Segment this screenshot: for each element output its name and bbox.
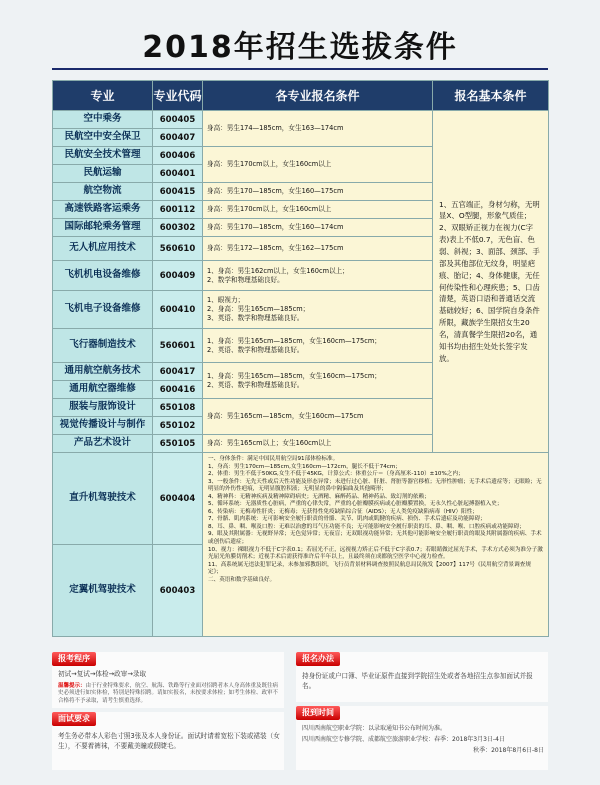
requirement-line: 身高：男生170cm以上，女生160cm以上 xyxy=(207,205,332,214)
major-name: 飞机机电设备维修 xyxy=(53,261,153,291)
requirement-line: 2、英语、数学和物理基础良好。 xyxy=(207,345,304,354)
major-name: 直升机驾驶技术 xyxy=(53,453,153,545)
pilot-requirement-line: 8、耳、鼻、咽、喉及口腔：无难以治愈的耳气压功能不良；无可能影响安全履行职责的耳、鼻、咽、喉、口腔疾病或功能障碍； xyxy=(208,523,525,530)
major-code: 600406 xyxy=(153,147,203,165)
major-name: 服装与服饰设计 xyxy=(53,399,153,417)
major-requirements xyxy=(203,147,433,183)
major-requirements xyxy=(203,329,433,363)
table-header-row xyxy=(53,81,549,111)
major-name: 通用航空器维修 xyxy=(53,381,153,399)
warm-tip-text: 由于行业特殊要求，航空、航海、铁路等行业面对招聘者本人身高体重及既往病史必须进行如实体检，特别是特殊招聘。请如实报名，未按要求体检；如考生体检、政审不合格将不予录取，请考生慎重选择。 xyxy=(58,683,279,704)
pilot-requirement-line: 二、英语和数学基础良好。 xyxy=(208,576,276,583)
pilot-requirement-line: 10、视力：裸眼视力不低于C字表0.1；若屈光不正，远视视力矫正后不低于C字表0.7；若眼睛做过屈光手术，手术方式必须为准分子激光屈光角膜切削术；近视手术后需获得准许后半年以上，且最终须在成都航空医学中心视力检查。 xyxy=(208,546,543,561)
requirement-line: 身高：男生165cm—185cm，女生160cm—175cm xyxy=(207,412,364,421)
major-requirements xyxy=(203,291,433,329)
major-code: 650108 xyxy=(153,399,203,417)
requirement-line: 2、数学和物理基础良好。 xyxy=(207,275,284,284)
major-name: 航空物流 xyxy=(53,183,153,201)
major-code: 650105 xyxy=(153,435,203,453)
requirement-line: 身高：男生170—185cm，女生160—175cm xyxy=(207,187,344,196)
major-code: 600112 xyxy=(153,201,203,219)
major-name: 定翼机驾驶技术 xyxy=(53,545,153,637)
pilot-requirement-line: 3、一般条件：无先天性或后天性功能及形态异常；未进行过心脏、肝脏、肾脏等器官移植；无形性肿瘤；无手术后遗症等；无眼睑；无明显的外伤性疤痕，无明显腹腔积液；无明显的鼻中隔偏曲及其他畸形； xyxy=(208,478,542,493)
major-requirements xyxy=(203,261,433,291)
major-requirements xyxy=(203,201,433,219)
major-code: 600415 xyxy=(153,183,203,201)
pilot-requirement-line: 4、精神科：无精神疾病及精神障碍病史；无酒精、麻醉药品、精神药品、致幻剂的依赖； xyxy=(208,493,430,500)
pilot-requirements xyxy=(203,453,549,637)
requirement-line: 1、身高：男生162cm以上，女生160cm以上； xyxy=(207,266,349,275)
requirement-line: 2、英语、数学和物理基础良好。 xyxy=(207,380,304,389)
major-name: 空中乘务 xyxy=(53,111,153,129)
requirements-table xyxy=(52,80,549,637)
header-major: 专业 xyxy=(53,81,153,111)
pilot-requirement-line: 9、眼及其附属器：无视野异常；无色觉异常；无夜盲；无双眼视功能异常；无其他可能影响安全履行职责的眼及其附属器的疾病、手术或创伤后遗症； xyxy=(208,531,542,546)
table-row xyxy=(53,111,549,129)
report-line-3: 秋季：2018年8月6日-8日 xyxy=(473,747,544,754)
warm-tip-label: 温馨提示： xyxy=(58,683,86,689)
report-line-1: 四川西南航空职业学院：以录取通知书公布时间为准。 xyxy=(302,725,447,732)
major-code: 600409 xyxy=(153,261,203,291)
major-code: 560610 xyxy=(153,237,203,261)
report-line-2: 四川西南航空专修学院、成都航空旅游职业学校：春季：2018年3月3日-4日 xyxy=(302,736,505,743)
major-requirements xyxy=(203,219,433,237)
major-requirements xyxy=(203,111,433,147)
major-code: 600407 xyxy=(153,129,203,147)
pilot-requirement-line: 7、骨骼、肌肉系统：无可影响安全履行职责的骨骼、关节、肌肉或肌腱的疾病、损伤、手术后遗症及功能障碍； xyxy=(208,516,486,523)
table-row xyxy=(53,453,549,545)
major-requirements xyxy=(203,363,433,399)
requirement-line: 1、身高：男生165cm—185cm，女生160cm—175cm； xyxy=(207,336,381,345)
title-underline xyxy=(52,68,548,70)
major-name: 视觉传播设计与制作 xyxy=(53,417,153,435)
requirement-line: 身高：男生170—185cm，女生160—174cm xyxy=(207,223,344,232)
major-name: 民航运输 xyxy=(53,165,153,183)
interview-section xyxy=(52,712,284,770)
exam-procedure-tag: 报考程序 xyxy=(52,652,96,666)
major-name: 通用航空航务技术 xyxy=(53,363,153,381)
requirement-line: 身高：男生172—185cm，女生162—175cm xyxy=(207,244,344,253)
major-requirements xyxy=(203,435,433,453)
major-code: 600416 xyxy=(153,381,203,399)
report-tag: 报到时间 xyxy=(296,706,340,720)
major-code: 600401 xyxy=(153,165,203,183)
exam-procedure-text: 初试→复试→体检→政审→录取 xyxy=(58,670,147,678)
basic-conditions: 1、五官端正，身材匀称，无明显X、O型腿，形象气质佳；2、双眼矫正视力在视力(C字表)表上不低0.7，无色盲、色弱、斜视；3、面部、颈部、手部及其他部位无纹身，明显疤痕、胎记；4、身体健康，无任何传染性和心理疾患；5、口齿清楚，英语口语和普通话交流基础较好；6、国学院自身条件所限，藏族学生限招女生20名，清真餐学生限招20名，通知书均由招生处处长签字发放。 xyxy=(433,111,549,453)
requirement-line: 1、眼视力； xyxy=(207,296,245,305)
major-name: 民航安全技术管理 xyxy=(53,147,153,165)
major-code: 650102 xyxy=(153,417,203,435)
major-code: 600404 xyxy=(153,453,203,545)
major-name: 民航空中安全保卫 xyxy=(53,129,153,147)
header-req: 各专业报名条件 xyxy=(203,81,433,111)
signup-section xyxy=(296,652,548,702)
header-basic: 报名基本条件 xyxy=(433,81,549,111)
pilot-requirement-line: 1、身高：男生170cm—185cm,女生160cm—172cm，腿长不低于74cm； xyxy=(208,463,401,470)
interview-text: 考生务必带本人彩色寸照3张及本人身份证。面试时请着宽松下装或裙装（女生），不要着裤袜，不要戴美瞳或假睫毛。 xyxy=(58,732,280,750)
pilot-requirement-line: 一、身体条件：满足中国民用航空局91部体检标准。 xyxy=(208,456,339,462)
major-requirements xyxy=(203,399,433,435)
major-name: 产品艺术设计 xyxy=(53,435,153,453)
major-name: 国际邮轮乘务管理 xyxy=(53,219,153,237)
pilot-requirement-line: 5、循环系统：无器质性心脏病，严重的心律失常，严重的心脏瓣膜疾病或心脏瓣膜置换，无永久性心脏起搏器植入史； xyxy=(208,501,503,508)
major-name: 高速铁路客运乘务 xyxy=(53,201,153,219)
pilot-requirement-line: 11、高系统属无违法犯罪记录，未参加邪教组织，飞行员背景材料调查按照民航总局民航发【2007】117号《民用航空背景调查规定》； xyxy=(208,561,531,576)
major-code: 600410 xyxy=(153,291,203,329)
requirement-line: 身高：男生174—185cm，女生163—174cm xyxy=(207,124,344,133)
major-requirements xyxy=(203,237,433,261)
pilot-requirement-line: 2、体重：男生不低于50KG,女生不低于45KG，计算公式：体重公斤＝（身高厘米-110）±10%之内； xyxy=(208,471,464,478)
page-title: 2018年招生选拔条件 xyxy=(142,30,458,65)
report-section xyxy=(296,706,548,770)
major-name: 飞机电子设备维修 xyxy=(53,291,153,329)
signup-text: 持身份证或户口簿、毕业证原件直接到学院招生处或者各地招生点参加面试并报名。 xyxy=(302,672,533,690)
requirement-line: 2、身高：男生165cm—185cm； xyxy=(207,305,310,314)
requirement-line: 身高：男生170cm以上，女生160cm以上 xyxy=(207,160,332,169)
exam-procedure-section xyxy=(52,652,284,708)
requirement-line: 3、英语、数学和物理基础良好。 xyxy=(207,313,304,322)
requirement-line: 1、身高：男生165cm—185cm，女生160cm—175cm； xyxy=(207,371,381,380)
major-requirements xyxy=(203,183,433,201)
major-code: 600417 xyxy=(153,363,203,381)
major-name: 飞行器制造技术 xyxy=(53,329,153,363)
major-code: 560601 xyxy=(153,329,203,363)
requirement-line: 身高：男生165cm以上；女生160cm以上 xyxy=(207,439,332,448)
interview-tag: 面试要求 xyxy=(52,712,96,726)
header-code: 专业代码 xyxy=(153,81,203,111)
warm-tip xyxy=(58,683,280,705)
signup-tag: 报名办法 xyxy=(296,652,340,666)
major-code: 600405 xyxy=(153,111,203,129)
pilot-requirement-line: 6、传染病：无梅毒性肝炎；无梅毒；无获得性免疫缺陷综合征（AIDS）；无人类免疫缺陷病毒（HIV）阳性； xyxy=(208,508,478,515)
major-name: 无人机应用技术 xyxy=(53,237,153,261)
major-code: 600302 xyxy=(153,219,203,237)
major-code: 600403 xyxy=(153,545,203,637)
